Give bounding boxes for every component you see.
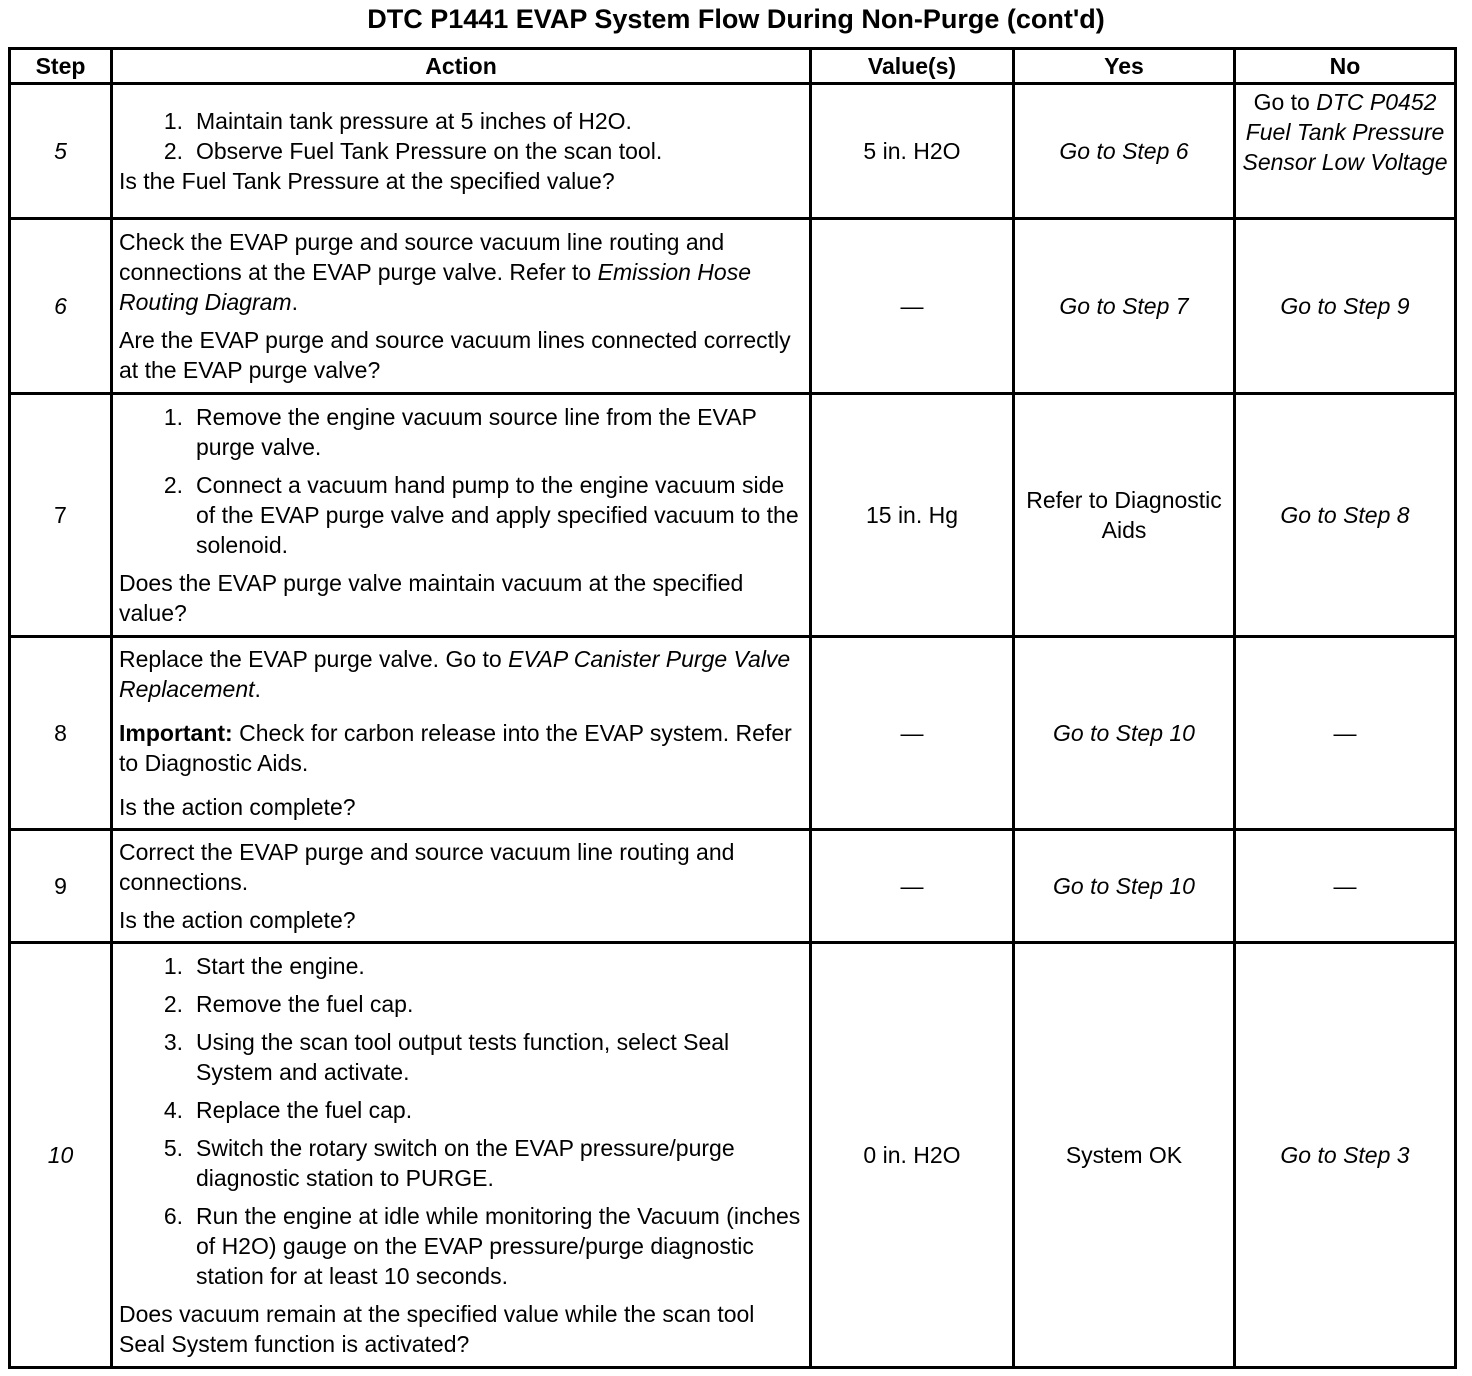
list-item [119,402,803,462]
no-cell: Go to Step 3 [1235,943,1456,1368]
reference-link: Emission Hose Routing Diagram [119,259,751,315]
header-values: Value(s) [811,49,1014,84]
question-text: Are the EVAP purge and source vacuum lines connected correctly at the EVAP purge valve? [119,327,791,383]
list-number: 2. [163,138,183,164]
step-number: 5 [10,84,112,219]
instruction-text [119,227,803,317]
step-number: 9 [10,830,112,943]
step-number: 10 [10,943,112,1368]
list-item [119,470,803,560]
step-number: 8 [10,637,112,830]
action-list [119,106,803,166]
yes-cell: Go to Step 10 [1014,830,1235,943]
action-cell [112,219,811,394]
value-cell: — [811,219,1014,394]
list-item-text: Start the engine. [196,953,365,979]
list-item [119,1027,803,1087]
table-row-step-7 [10,394,1456,637]
diagnostic-table [8,47,1457,1369]
header-yes: Yes [1014,49,1235,84]
list-item-text: Connect a vacuum hand pump to the engine vacuum side of the EVAP purge valve and apply specified vacuum to the solenoid. [196,472,799,558]
no-reference: DTC P0452 Fuel Tank Pressure Sensor Low Voltage [1242,89,1448,175]
yes-cell: Go to Step 10 [1014,637,1235,830]
list-item [119,1095,803,1125]
list-item-text: Remove the fuel cap. [196,991,414,1017]
instruction-text [119,644,803,704]
list-number: 5. [163,1135,183,1161]
action-list [119,402,803,560]
period: . [291,289,298,315]
list-number: 1. [163,108,183,134]
list-number: 1. [163,953,183,979]
list-item [119,989,803,1019]
no-prefix: Go to [1253,89,1310,115]
list-item-text: Run the engine at idle while monitoring the Vacuum (inches of H2O) gauge on the EVAP pressure/purge diagnostic station for at least 10 seconds. [196,1203,801,1289]
list-number: 2. [163,472,183,498]
action-cell [112,943,811,1368]
table-row-step-8 [10,637,1456,830]
header-action: Action [112,49,811,84]
list-item [119,106,803,136]
instruction-text: Correct the EVAP purge and source vacuum line routing and connections. [119,839,735,895]
list-item-text: Maintain tank pressure at 5 inches of H2O. [196,108,632,134]
value-cell: 15 in. Hg [811,394,1014,637]
no-cell: — [1235,830,1456,943]
list-number: 2. [163,991,183,1017]
value-cell: 5 in. H2O [811,84,1014,219]
list-item [119,1201,803,1291]
question-text: Is the action complete? [119,907,356,933]
table-row-step-5 [10,84,1456,219]
yes-cell: Refer to Diagnostic Aids [1014,394,1235,637]
value-cell: 0 in. H2O [811,943,1014,1368]
table-row-step-9 [10,830,1456,943]
step-number: 7 [10,394,112,637]
list-number: 1. [163,404,183,430]
yes-cell: System OK [1014,943,1235,1368]
list-number: 3. [163,1029,183,1055]
list-item-text: Remove the engine vacuum source line from the EVAP purge valve. [196,404,757,460]
header-no: No [1235,49,1456,84]
instruction-body: Replace the EVAP purge valve. Go to [119,646,502,672]
table-row-step-6 [10,219,1456,394]
important-note [119,718,803,778]
action-list [119,951,803,1291]
no-cell: — [1235,637,1456,830]
action-cell [112,830,811,943]
table-header-row [10,49,1456,84]
list-item-text: Replace the fuel cap. [196,1097,413,1123]
header-step: Step [10,49,112,84]
important-label: Important: [119,720,233,746]
no-cell [1235,84,1456,219]
list-item [119,136,803,166]
question-text: Is the Fuel Tank Pressure at the specified value? [119,168,615,194]
list-item-text: Using the scan tool output tests function, select Seal System and activate. [196,1029,730,1085]
list-item [119,951,803,981]
list-item-text: Observe Fuel Tank Pressure on the scan tool. [196,138,663,164]
table-row-step-10 [10,943,1456,1368]
period: . [254,676,261,702]
list-number: 6. [163,1203,183,1229]
reference-link: EVAP Canister Purge Valve Replacement [119,646,791,702]
action-cell [112,84,811,219]
no-cell: Go to Step 8 [1235,394,1456,637]
list-item [119,1133,803,1193]
list-number: 4. [163,1097,183,1123]
important-text: Check for carbon release into the EVAP system. Refer to Diagnostic Aids. [119,720,792,776]
yes-cell: Go to Step 7 [1014,219,1235,394]
value-cell: — [811,637,1014,830]
question-text: Does vacuum remain at the specified value while the scan tool Seal System function is activated? [119,1301,755,1357]
page-title: DTC P1441 EVAP System Flow During Non-Purge (cont'd) [367,4,1105,34]
yes-cell: Go to Step 6 [1014,84,1235,219]
step-number: 6 [10,219,112,394]
action-cell [112,394,811,637]
value-cell: — [811,830,1014,943]
action-cell [112,637,811,830]
question-text: Does the EVAP purge valve maintain vacuum at the specified value? [119,570,744,626]
instruction-body: Check the EVAP purge and source vacuum line routing and connections at the EVAP purge valve. Refer to [119,229,725,285]
list-item-text: Switch the rotary switch on the EVAP pressure/purge diagnostic station to PURGE. [196,1135,735,1191]
no-cell: Go to Step 9 [1235,219,1456,394]
question-text: Is the action complete? [119,794,356,820]
